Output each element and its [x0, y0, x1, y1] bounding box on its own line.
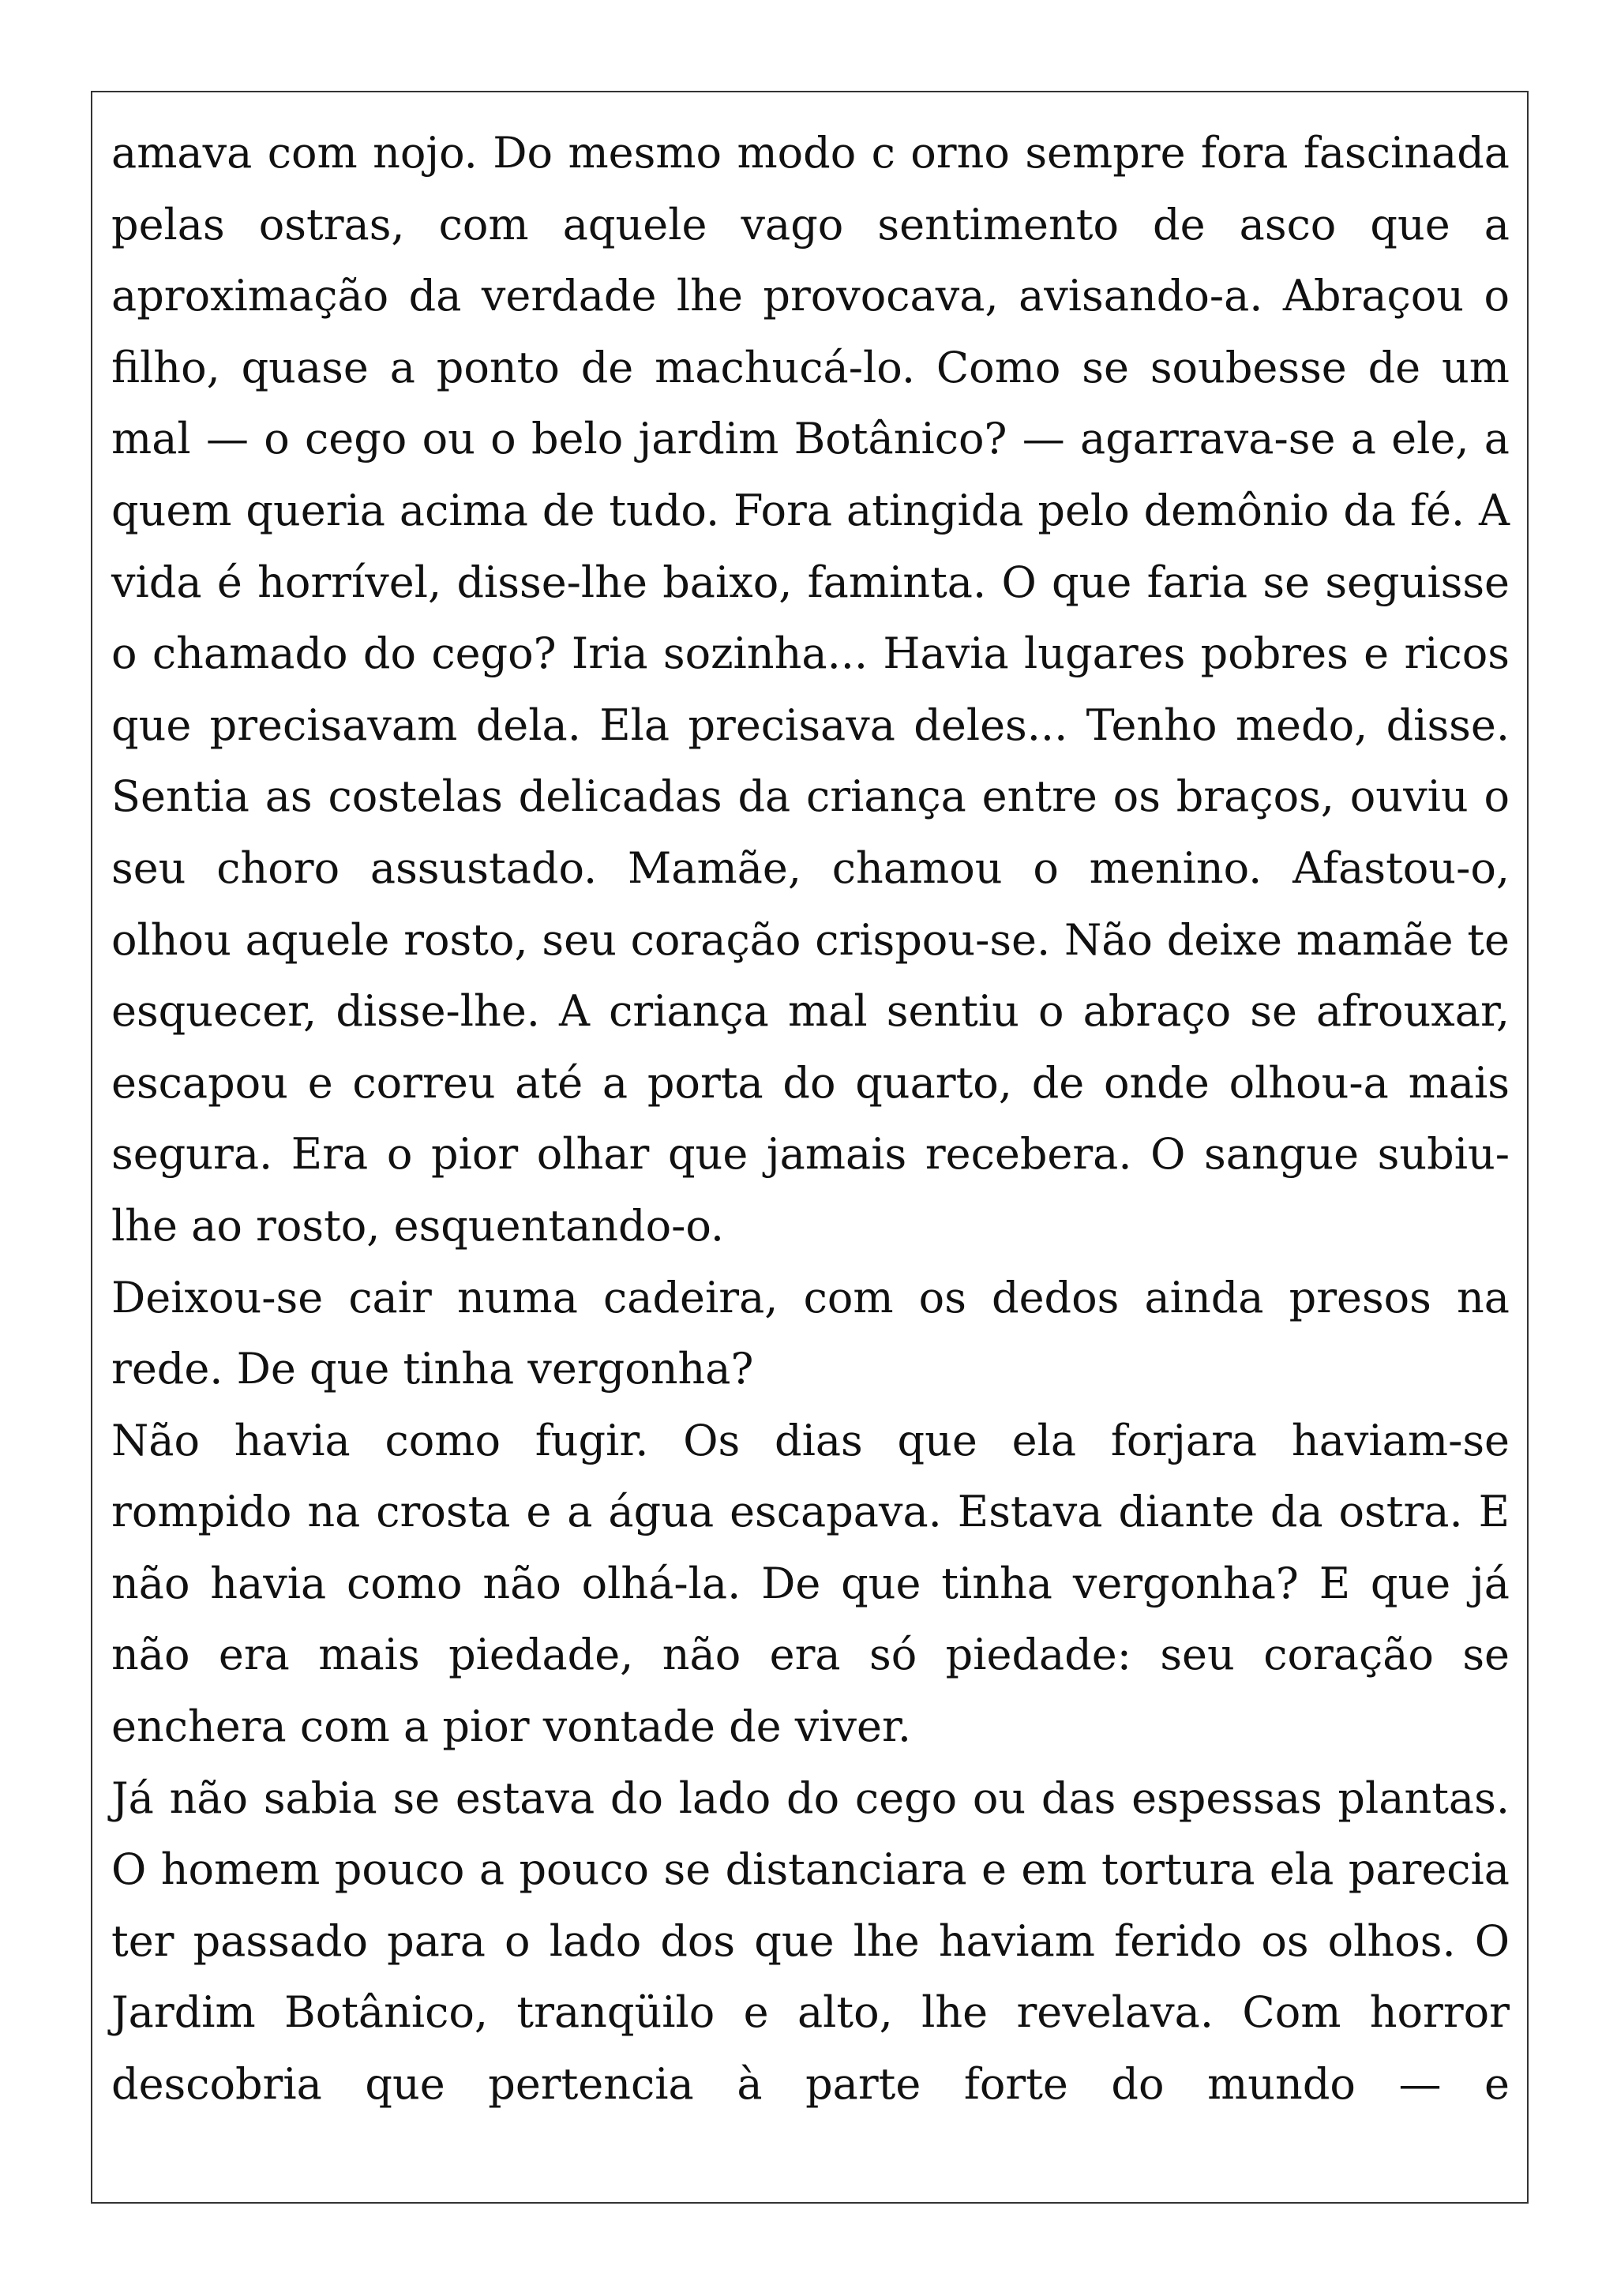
paragraph-1: amava com nojo. Do mesmo modo c orno sempre fora fascinada pelas ostras, com aquele vago sentimento de asco que a aproximação da verdade lhe provocava, avisando-a. Abraçou o filho, quase a ponto de machucá-lo. Como se soubesse de um mal — o cego ou o belo jardim Botânico? — agarrava-se a ele, a quem queria acima de tudo. Fora atingida pelo demônio da fé. A vida é horrível, disse-lhe baixo, faminta. O que faria se seguisse o chamado do cego? Iria sozinha... Havia lugares pobres e ricos que precisavam dela. Ela precisava deles... Tenho medo, disse. Sentia as costelas delicadas da criança entre os braços, ouviu o seu choro assustado. Mamãe, chamou o menino. Afastou-o, olhou aquele rosto, seu coração crispou-se. Não deixe mamãe te esquecer, disse-lhe. A criança mal sentiu o abraço se afrouxar, escapou e correu até a porta do quarto, de onde olhou-a mais segura. Era o pior olhar que jamais recebera. O sangue subiu-lhe ao rosto, esquentando-o.: [111, 128, 1510, 1251]
text-body: [111, 118, 1510, 2121]
paragraph-4: Já não sabia se estava do lado do cego ou das espessas plantas. O homem pouco a pouco se distanciara e em tortura ela parecia ter passado para o lado dos que lhe haviam ferido os olhos. O Jardim Botânico, tranqüilo e alto, lhe revelava. Com horror descobria que pertencia à parte forte do mundo — e: [111, 1773, 1510, 2110]
page-frame: [91, 91, 1529, 2204]
paragraph-3: Não havia como fugir. Os dias que ela forjara haviam-se rompido na crosta e a água escapava. Estava diante da ostra. E não havia como não olhá-la. De que tinha vergonha? E que já não era mais piedade, não era só piedade: seu coração se enchera com a pior vontade de viver.: [111, 1415, 1510, 1752]
paragraph-2: Deixou-se cair numa cadeira, com os dedos ainda presos na rede. De que tinha vergonha?: [111, 1272, 1510, 1394]
